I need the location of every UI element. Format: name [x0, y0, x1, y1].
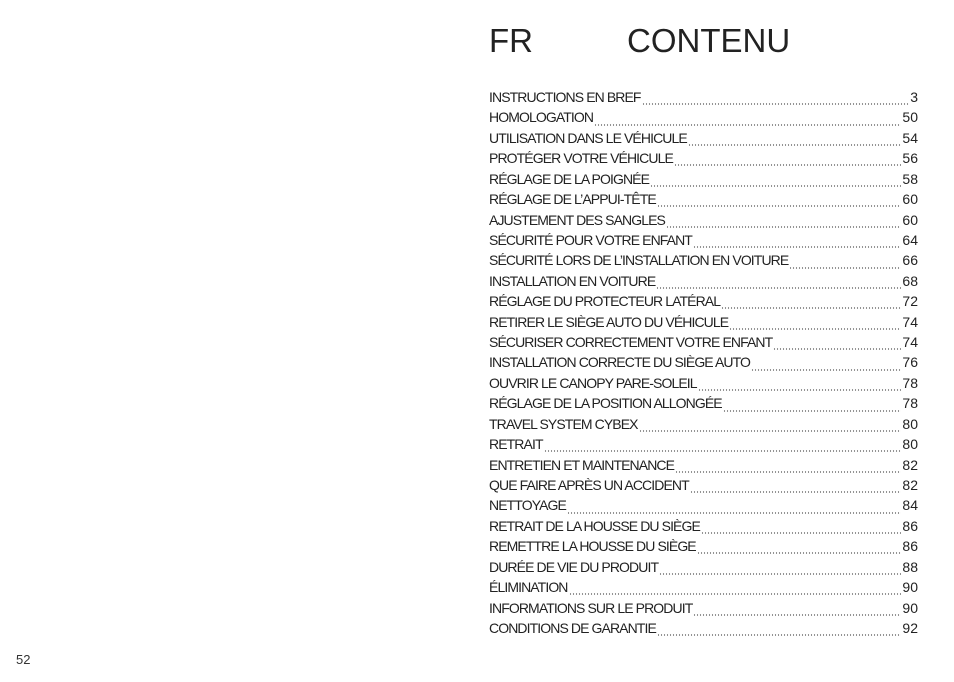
toc-entry	[489, 107, 918, 127]
toc-entry	[489, 169, 918, 189]
toc-entry-page: 68	[902, 272, 918, 289]
toc-entry-page: 86	[902, 538, 918, 555]
dot-leader	[657, 196, 902, 208]
toc-entry-label: TRAVEL SYSTEM CYBEX	[489, 415, 638, 432]
toc-entry	[489, 495, 918, 515]
toc-entry-page: 82	[902, 456, 918, 473]
toc-entry-label: AJUSTEMENT DES SANGLES	[489, 211, 665, 228]
toc-entry-page: 54	[902, 129, 918, 146]
toc-entry-page: 82	[902, 477, 918, 494]
toc-entry-page: 58	[902, 170, 918, 187]
toc-entry	[489, 291, 918, 311]
toc-entry-page: 64	[902, 231, 918, 248]
toc-entry-label: OUVRIR LE CANOPY PARE-SOLEIL	[489, 374, 697, 391]
dot-leader	[698, 380, 902, 392]
toc-entry-label: INSTALLATION EN VOITURE	[489, 272, 656, 289]
toc-entry-page: 84	[902, 497, 918, 514]
toc-entry-page: 60	[902, 191, 918, 208]
toc-entry-label: INSTRUCTIONS EN BREF	[489, 89, 641, 105]
dot-leader	[544, 441, 902, 453]
toc-entry-label: RÉGLAGE DE LA POIGNÉE	[489, 170, 650, 187]
dot-leader	[659, 564, 901, 576]
dot-leader	[650, 176, 901, 188]
toc-entry-page: 78	[902, 374, 918, 391]
toc-entry-label: DURÉE DE VIE DU PRODUIT	[489, 558, 659, 575]
toc-entry-page: 56	[902, 150, 918, 167]
dot-leader	[701, 523, 901, 535]
toc-entry-page: 88	[902, 558, 918, 575]
toc-entry	[489, 332, 918, 352]
toc-entry	[489, 577, 918, 597]
toc-entry-label: CONDITIONS DE GARANTIE	[489, 619, 656, 636]
toc-entry-label: UTILISATION DANS LE VÉHICULE	[489, 129, 687, 146]
dot-leader	[751, 360, 901, 372]
toc-entry-label: SÉCURITÉ LORS DE L’INSTALLATION EN VOITURE	[489, 252, 789, 269]
dot-leader	[666, 217, 901, 229]
dot-leader	[657, 625, 902, 637]
toc-entry-page: 78	[902, 395, 918, 412]
toc-entry-page: 50	[902, 109, 918, 126]
toc-entry-label: RÉGLAGE DE L’APPUI-TÊTE	[489, 191, 656, 208]
dot-leader	[693, 605, 901, 617]
toc-entry	[489, 87, 918, 107]
toc-entry	[489, 271, 918, 291]
dot-leader	[697, 543, 902, 555]
toc-entry	[489, 434, 918, 454]
toc-entry	[489, 189, 918, 209]
dot-leader	[642, 94, 910, 106]
dot-leader	[656, 278, 901, 290]
dot-leader	[729, 319, 901, 331]
toc-entry-page: 74	[902, 313, 918, 330]
toc-entry-label: REMETTRE LA HOUSSE DU SIÈGE	[489, 538, 696, 555]
dot-leader	[789, 258, 901, 270]
toc-entry-page: 90	[902, 579, 918, 596]
toc-entry-label: INFORMATIONS SUR LE PRODUIT	[489, 599, 693, 616]
toc-entry	[489, 516, 918, 536]
toc-entry-label: RÉGLAGE DE LA POSITION ALLONGÉE	[489, 395, 722, 412]
toc-entry-label: PROTÉGER VOTRE VÉHICULE	[489, 150, 673, 167]
toc-entry-label: RÉGLAGE DU PROTECTEUR LATÉRAL	[489, 293, 721, 310]
toc-entry-page: 72	[902, 293, 918, 310]
page-title: CONTENU	[627, 22, 791, 59]
dot-leader	[688, 135, 902, 147]
toc-entry-label: RETRAIT	[489, 436, 543, 453]
toc-entry	[489, 598, 918, 618]
dot-leader	[674, 155, 902, 167]
toc-entry	[489, 618, 918, 638]
dot-leader	[693, 237, 901, 249]
toc-entry	[489, 148, 918, 168]
toc-entry-page: 3	[910, 89, 918, 105]
toc-entry	[489, 250, 918, 270]
toc-entry	[489, 475, 918, 495]
toc-entry	[489, 210, 918, 230]
toc-entry-label: RETRAIT DE LA HOUSSE DU SIÈGE	[489, 517, 700, 534]
toc-entry-page: 66	[902, 252, 918, 269]
dot-leader	[569, 584, 902, 596]
page-heading	[489, 22, 919, 66]
toc-entry	[489, 128, 918, 148]
language-code: FR	[489, 22, 533, 59]
dot-leader	[690, 482, 902, 494]
toc-entry	[489, 393, 918, 413]
toc-entry-page: 74	[902, 334, 918, 351]
toc-entry-label: NETTOYAGE	[489, 497, 566, 514]
toc-entry-label: SÉCURISER CORRECTEMENT VOTRE ENFANT	[489, 334, 773, 351]
dot-leader	[773, 339, 901, 351]
toc-entry	[489, 352, 918, 372]
toc-entry-label: QUE FAIRE APRÈS UN ACCIDENT	[489, 477, 689, 494]
toc-entry-page: 80	[902, 415, 918, 432]
toc-entry	[489, 312, 918, 332]
toc-entry	[489, 414, 918, 434]
toc-entry-label: ENTRETIEN ET MAINTENANCE	[489, 456, 675, 473]
dot-leader	[675, 462, 901, 474]
dot-leader	[567, 503, 901, 515]
dot-leader	[721, 298, 901, 310]
toc-entry-label: INSTALLATION CORRECTE DU SIÈGE AUTO	[489, 354, 750, 371]
toc-entry-label: RETIRER LE SIÈGE AUTO DU VÉHICULE	[489, 313, 729, 330]
toc-entry	[489, 373, 918, 393]
page-number: 52	[16, 652, 31, 667]
table-of-contents	[489, 87, 918, 638]
toc-entry	[489, 557, 918, 577]
toc-entry-page: 92	[902, 619, 918, 636]
toc-entry	[489, 455, 918, 475]
toc-entry-page: 76	[902, 354, 918, 371]
toc-entry-label: HOMOLOGATION	[489, 109, 594, 126]
toc-entry	[489, 536, 918, 556]
toc-entry-page: 60	[902, 211, 918, 228]
toc-entry-page: 90	[902, 599, 918, 616]
toc-entry-label: SÉCURITÉ POUR VOTRE ENFANT	[489, 231, 692, 248]
dot-leader	[594, 115, 901, 127]
toc-entry-label: ÉLIMINATION	[489, 579, 568, 596]
toc-entry	[489, 230, 918, 250]
toc-entry-page: 80	[902, 436, 918, 453]
dot-leader	[723, 401, 902, 413]
dot-leader	[639, 421, 902, 433]
toc-entry-page: 86	[902, 517, 918, 534]
